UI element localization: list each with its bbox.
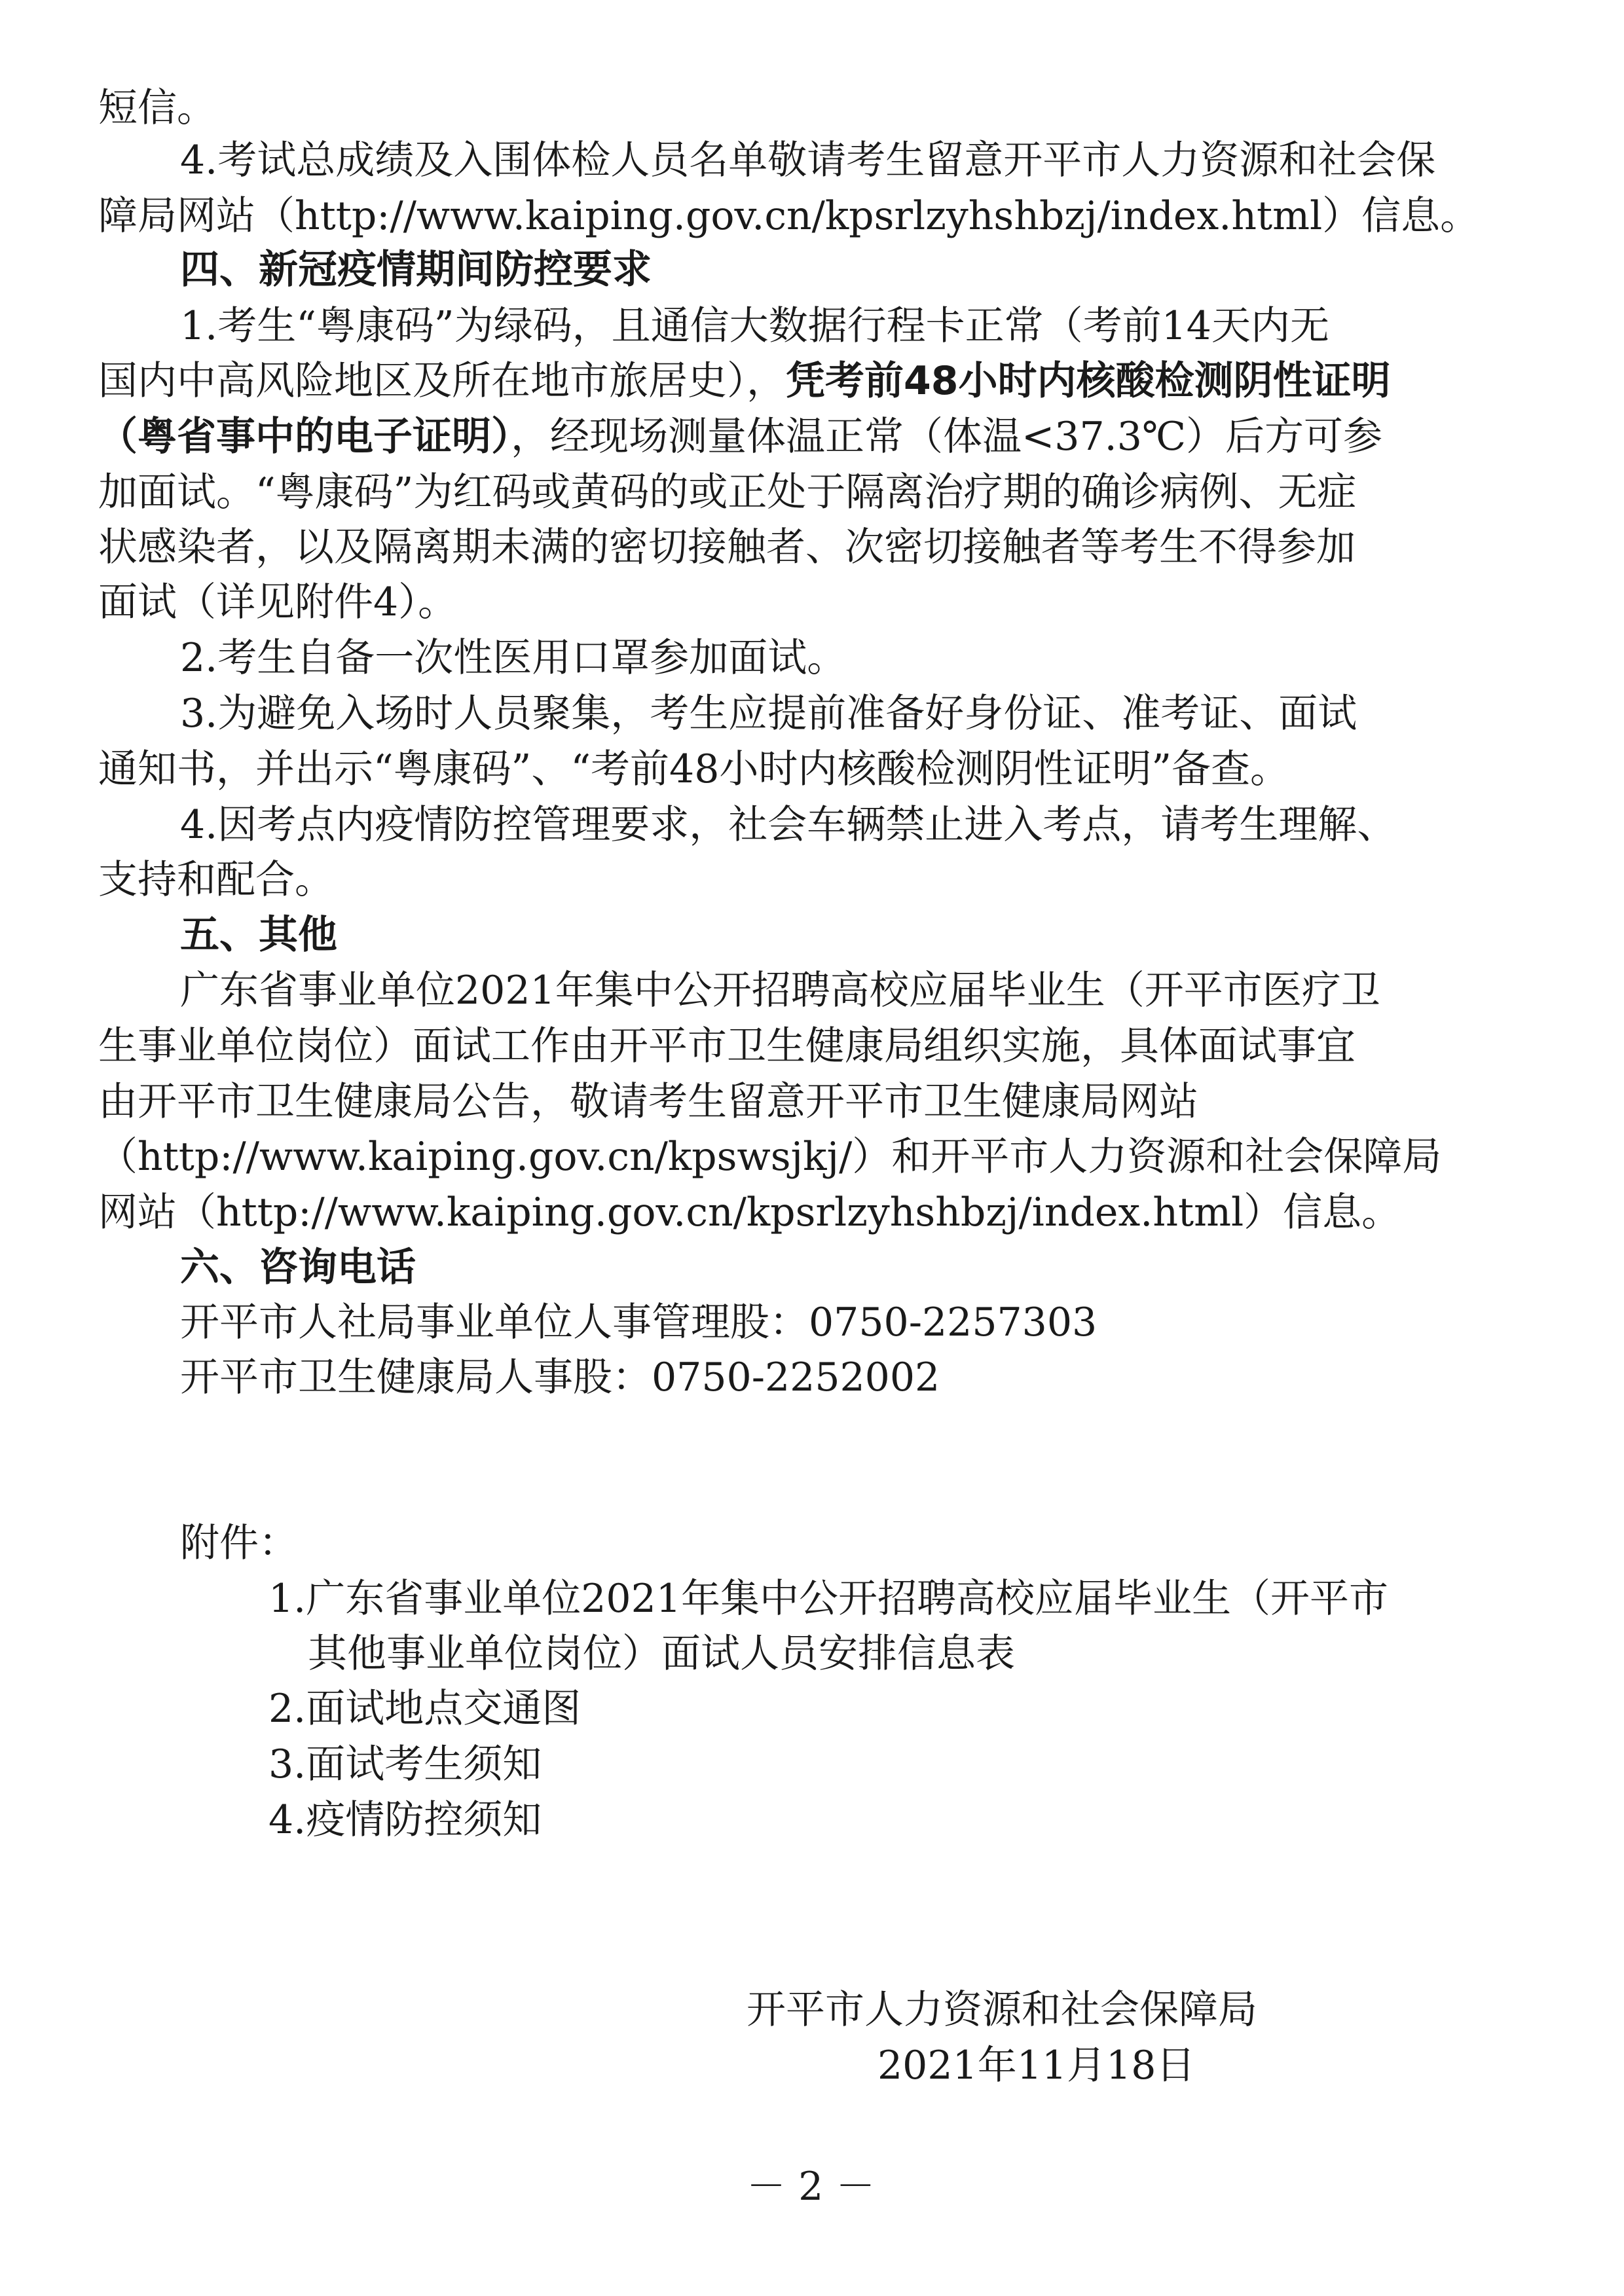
bold-text-segment: 凭考前48小时内核酸检测阴性证明 <box>786 358 1391 404</box>
text-line: 4.因考点内疫情防控管理要求，社会车辆禁止进入考点，请考生理解、 <box>180 802 1397 848</box>
bold-text-segment: （粤省事中的电子证明） <box>98 414 511 460</box>
text-line: 4.考试总成绩及入围体检人员名单敬请考生留意开平市人力资源和社会保 <box>180 137 1436 183</box>
issue-date: 2021年11月18日 <box>877 2043 1196 2088</box>
text-line: 3.为避免入场时人员聚集，考生应提前准备好身份证、准考证、面试 <box>180 691 1357 737</box>
text-line <box>98 414 1382 460</box>
page-number: － 2 － <box>747 2164 876 2210</box>
text-line: 面试（详见附件4）。 <box>98 579 458 625</box>
section-heading: 五、其他 <box>180 912 337 958</box>
attachment-item: 3.面试考生须知 <box>268 1741 542 1787</box>
text-line: 状感染者，以及隔离期未满的密切接触者、次密切接触者等考生不得参加 <box>98 524 1356 570</box>
text-line: 生事业单位岗位）面试工作由开平市卫生健康局组织实施，具体面试事宜 <box>98 1023 1356 1069</box>
text-line: 1.考生“粤康码”为绿码，且通信大数据行程卡正常（考前14天内无 <box>180 303 1329 349</box>
attachment-item: 2.面试地点交通图 <box>268 1686 581 1732</box>
contact-line: 开平市人社局事业单位人事管理股：0750-2257303 <box>180 1300 1098 1345</box>
text-line: （http://www.kaiping.gov.cn/kpswsjkj/）和开平市人力资源和社会保障局 <box>98 1134 1442 1180</box>
text-line: 通知书，并出示“粤康码”、“考前48小时内核酸检测阴性证明”备查。 <box>98 746 1290 792</box>
attachment-item: 1.广东省事业单位2021年集中公开招聘高校应届毕业生（开平市 <box>268 1576 1388 1622</box>
text-segment: 国内中高风险地区及所在地市旅居史）， <box>98 358 786 404</box>
text-line: 障局网站（http://www.kaiping.gov.cn/kpsrlzyhshbzj/index.html）信息。 <box>98 193 1480 239</box>
contact-line: 开平市卫生健康局人事股：0750-2252002 <box>180 1355 940 1400</box>
issuing-organization: 开平市人力资源和社会保障局 <box>747 1987 1257 2033</box>
text-line: 短信。 <box>98 85 216 131</box>
section-heading: 四、新冠疫情期间防控要求 <box>180 247 652 293</box>
text-line: 支持和配合。 <box>98 857 334 903</box>
text-line: 2.考生自备一次性医用口罩参加面试。 <box>180 635 847 681</box>
text-line: 广东省事业单位2021年集中公开招聘高校应届毕业生（开平市医疗卫 <box>180 968 1380 1013</box>
attachments-label: 附件： <box>180 1520 298 1566</box>
section-heading: 六、咨询电话 <box>180 1245 416 1290</box>
attachment-item: 其他事业单位岗位）面试人员安排信息表 <box>308 1631 1015 1677</box>
text-line <box>98 358 1391 404</box>
text-line: 网站（http://www.kaiping.gov.cn/kpsrlzyhshbzj/index.html）信息。 <box>98 1190 1401 1235</box>
attachment-item: 4.疫情防控须知 <box>268 1797 542 1843</box>
text-line: 加面试。“粤康码”为红码或黄码的或正处于隔离治疗期的确诊病例、无症 <box>98 469 1357 515</box>
text-line: 由开平市卫生健康局公告，敬请考生留意开平市卫生健康局网站 <box>98 1079 1198 1125</box>
text-segment: ，经现场测量体温正常（体温<37.3℃）后方可参 <box>511 414 1382 460</box>
